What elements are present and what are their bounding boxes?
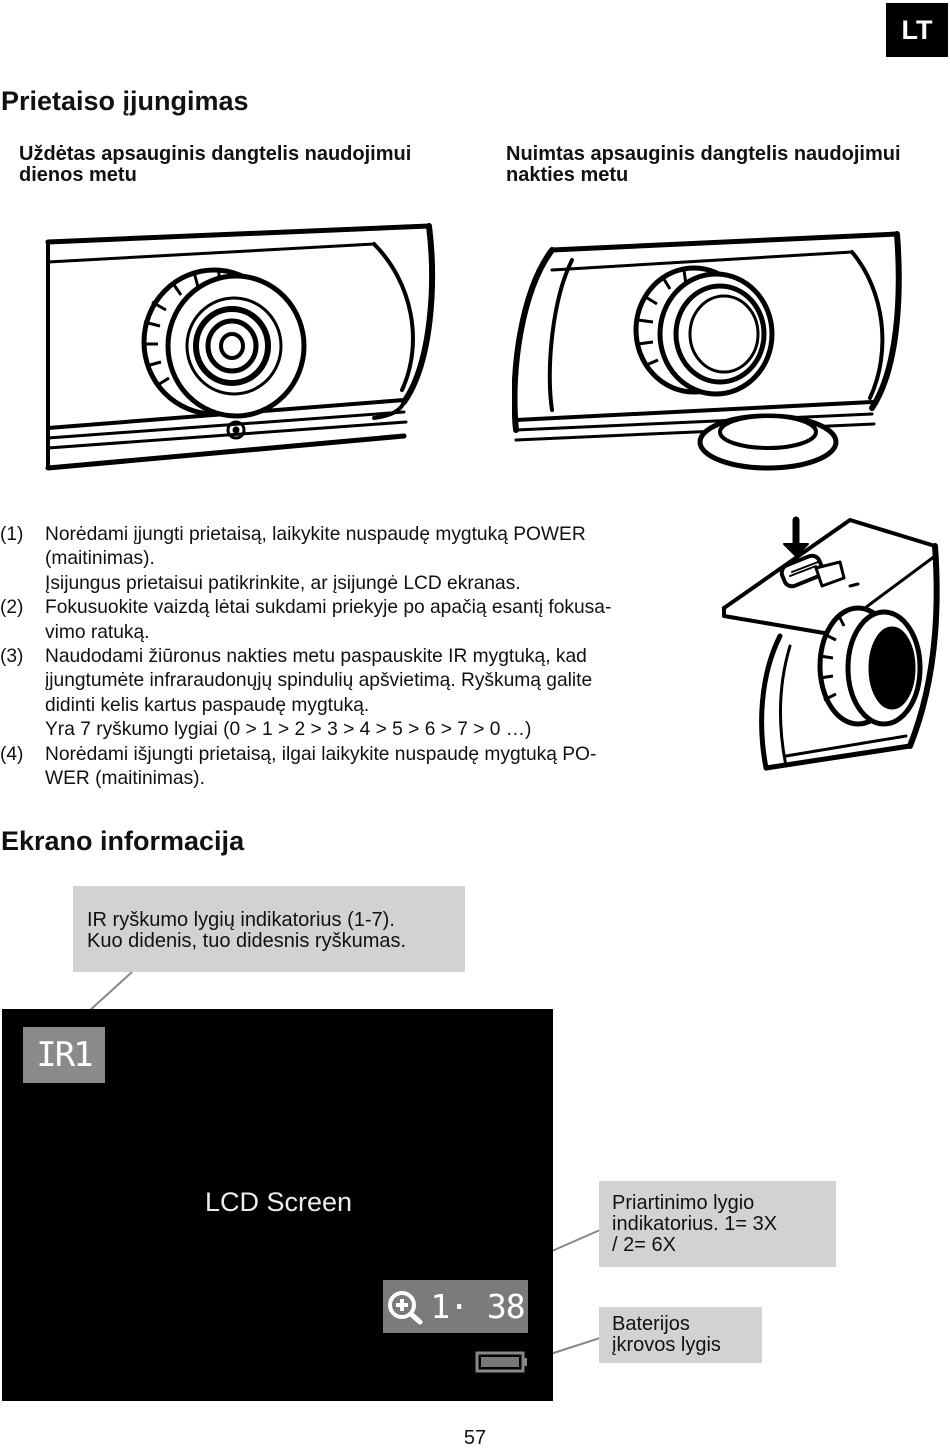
caption-cover-off: Nuimtas apsauginis dangtelis naudojimui nakties metu (506, 143, 901, 186)
lcd-screen-label: LCD Screen (205, 1187, 353, 1217)
battery-icon (474, 1351, 528, 1373)
step-number: (2) (0, 597, 24, 619)
step-line: didinti kelis kartus paspaudę mygtuką. (45, 694, 370, 716)
zoom-in-icon (386, 1289, 426, 1325)
callout-zoom-indicator (599, 1181, 836, 1267)
step-line: Fokusuokite vaizdą lėtai sukdami priekyje po apačią esantį fokusa- (45, 597, 612, 619)
list-item (0, 596, 700, 645)
language-badge: LT (886, 3, 948, 57)
step-line: vimo ratuką. (45, 621, 150, 643)
steps-list (0, 523, 700, 791)
page-number: 57 (463, 1427, 487, 1449)
callout-line: įkrovos lygis (612, 1334, 721, 1356)
callout-line: Priartinimo lygio (612, 1192, 755, 1214)
zoom-readout: 1· 38 (430, 1287, 525, 1326)
step-number: (4) (0, 743, 24, 765)
section-title-screen-info: Ekrano informacija (1, 826, 245, 856)
callout-line: IR ryškumo lygių indikatorius (1-7). (87, 909, 395, 931)
step-line: Norėdami išjungti prietaisą, ilgai laikykite nuspaudę mygtuką PO- (45, 743, 597, 765)
lcd-screen (2, 1009, 553, 1401)
step-line: (maitinimas). (45, 548, 155, 570)
step-line: Norėdami įjungti prietaisą, laikykite nuspaudę mygtuką POWER (45, 524, 586, 545)
ir-level-indicator: IR1 (23, 1027, 105, 1083)
step-line: Naudodami žiūronus nakties metu paspauskite IR mygtuką, kad (45, 646, 587, 668)
callout-line: / 2= 6X (612, 1234, 676, 1256)
callout-battery-indicator (599, 1307, 762, 1363)
callout-line: indikatorius. 1= 3X (612, 1213, 778, 1235)
callout-line: Baterijos (612, 1313, 690, 1335)
callout-line: Kuo didenis, tuo didesnis ryškumas. (87, 930, 407, 952)
step-number: (1) (0, 524, 24, 545)
list-item (0, 645, 700, 743)
step-line: Yra 7 ryškumo lygiai (0 > 1 > 2 > 3 > 4 > 5 > 6 > 7 > 0 …) (45, 719, 532, 741)
zoom-indicator (383, 1280, 528, 1333)
power-button-illustration (720, 516, 940, 772)
device-cover-off-illustration (512, 230, 902, 475)
device-cover-on-illustration (44, 222, 436, 472)
step-line: įjungtumėte infraraudonųjų spindulių apšvietimą. Ryškumą galite (45, 670, 593, 692)
step-line: WER (maitinimas). (45, 768, 205, 790)
list-item (0, 523, 700, 596)
list-item (0, 743, 700, 792)
caption-cover-on: Uždėtas apsauginis dangtelis naudojimui dienos metu (19, 143, 412, 186)
step-line: Įsijungus prietaisui patikrinkite, ar įsijungė LCD ekranas. (45, 572, 521, 594)
step-number: (3) (0, 646, 24, 668)
section-title-power-on: Prietaiso įjungimas (1, 86, 249, 116)
